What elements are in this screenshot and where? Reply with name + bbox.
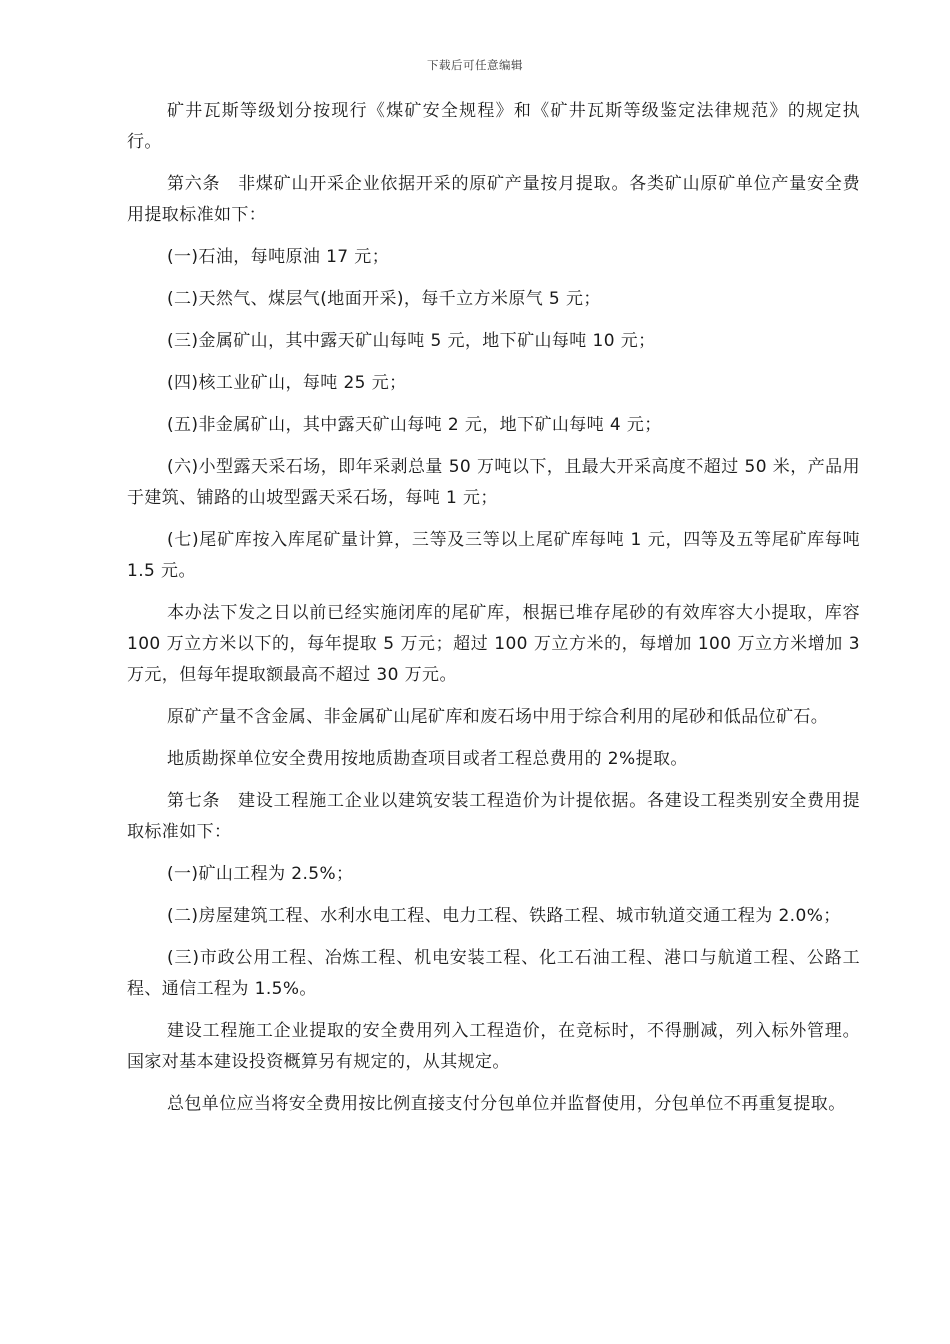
paragraph: 第六条 非煤矿山开采企业依据开采的原矿产量按月提取。各类矿山原矿单位产量安全费用提取标准如下：: [127, 174, 860, 225]
paragraph: 本办法下发之日以前已经实施闭库的尾矿库，根据已堆存尾砂的有效库容大小提取，库容 100 万立方米以下的，每年提取 5 万元；超过 100 万立方米的，每增加 100 万立方米增加 3 万元，但每年提取额最高不超过 30 万元。: [127, 603, 860, 685]
paragraph: (六)小型露天采石场，即年采剥总量 50 万吨以下，且最大开采高度不超过 50 米，产品用于建筑、铺路的山坡型露天采石场，每吨 1 元；: [127, 457, 860, 508]
paragraph: (五)非金属矿山，其中露天矿山每吨 2 元，地下矿山每吨 4 元；: [167, 415, 662, 435]
paragraph: 建设工程施工企业提取的安全费用列入工程造价，在竞标时，不得删减，列入标外管理。国家对基本建设投资概算另有规定的，从其规定。: [127, 1021, 860, 1072]
paragraph: 总包单位应当将安全费用按比例直接支付分包单位并监督使用，分包单位不再重复提取。: [167, 1094, 846, 1114]
paragraph: (七)尾矿库按入库尾矿量计算，三等及三等以上尾矿库每吨 1 元，四等及五等尾矿库每吨 1.5 元。: [127, 530, 860, 581]
paragraph: (二)天然气、煤层气(地面开采)，每千立方米原气 5 元；: [167, 289, 601, 309]
paragraph: 矿井瓦斯等级划分按现行《煤矿安全规程》和《矿井瓦斯等级鉴定法律规范》的规定执行。: [127, 101, 860, 152]
paragraph: (一)矿山工程为 2.5%；: [167, 864, 354, 884]
page-header: 下载后可任意编辑: [427, 58, 523, 72]
paragraph: (四)核工业矿山，每吨 25 元；: [167, 373, 407, 393]
paragraph: (一)石油，每吨原油 17 元；: [167, 247, 390, 267]
paragraph: 地质勘探单位安全费用按地质勘查项目或者工程总费用的 2%提取。: [167, 749, 688, 769]
paragraph: (三)金属矿山，其中露天矿山每吨 5 元，地下矿山每吨 10 元；: [167, 331, 656, 351]
paragraph: (二)房屋建筑工程、水利水电工程、电力工程、铁路工程、城市轨道交通工程为 2.0%；: [167, 906, 841, 926]
paragraph: 原矿产量不含金属、非金属矿山尾矿库和废石场中用于综合利用的尾砂和低品位矿石。: [167, 707, 829, 727]
paragraph: (三)市政公用工程、冶炼工程、机电安装工程、化工石油工程、港口与航道工程、公路工程、通信工程为 1.5%。: [127, 948, 860, 999]
paragraph: 第七条 建设工程施工企业以建筑安装工程造价为计提依据。各建设工程类别安全费用提取标准如下：: [127, 791, 860, 842]
document-body: [127, 96, 860, 1131]
